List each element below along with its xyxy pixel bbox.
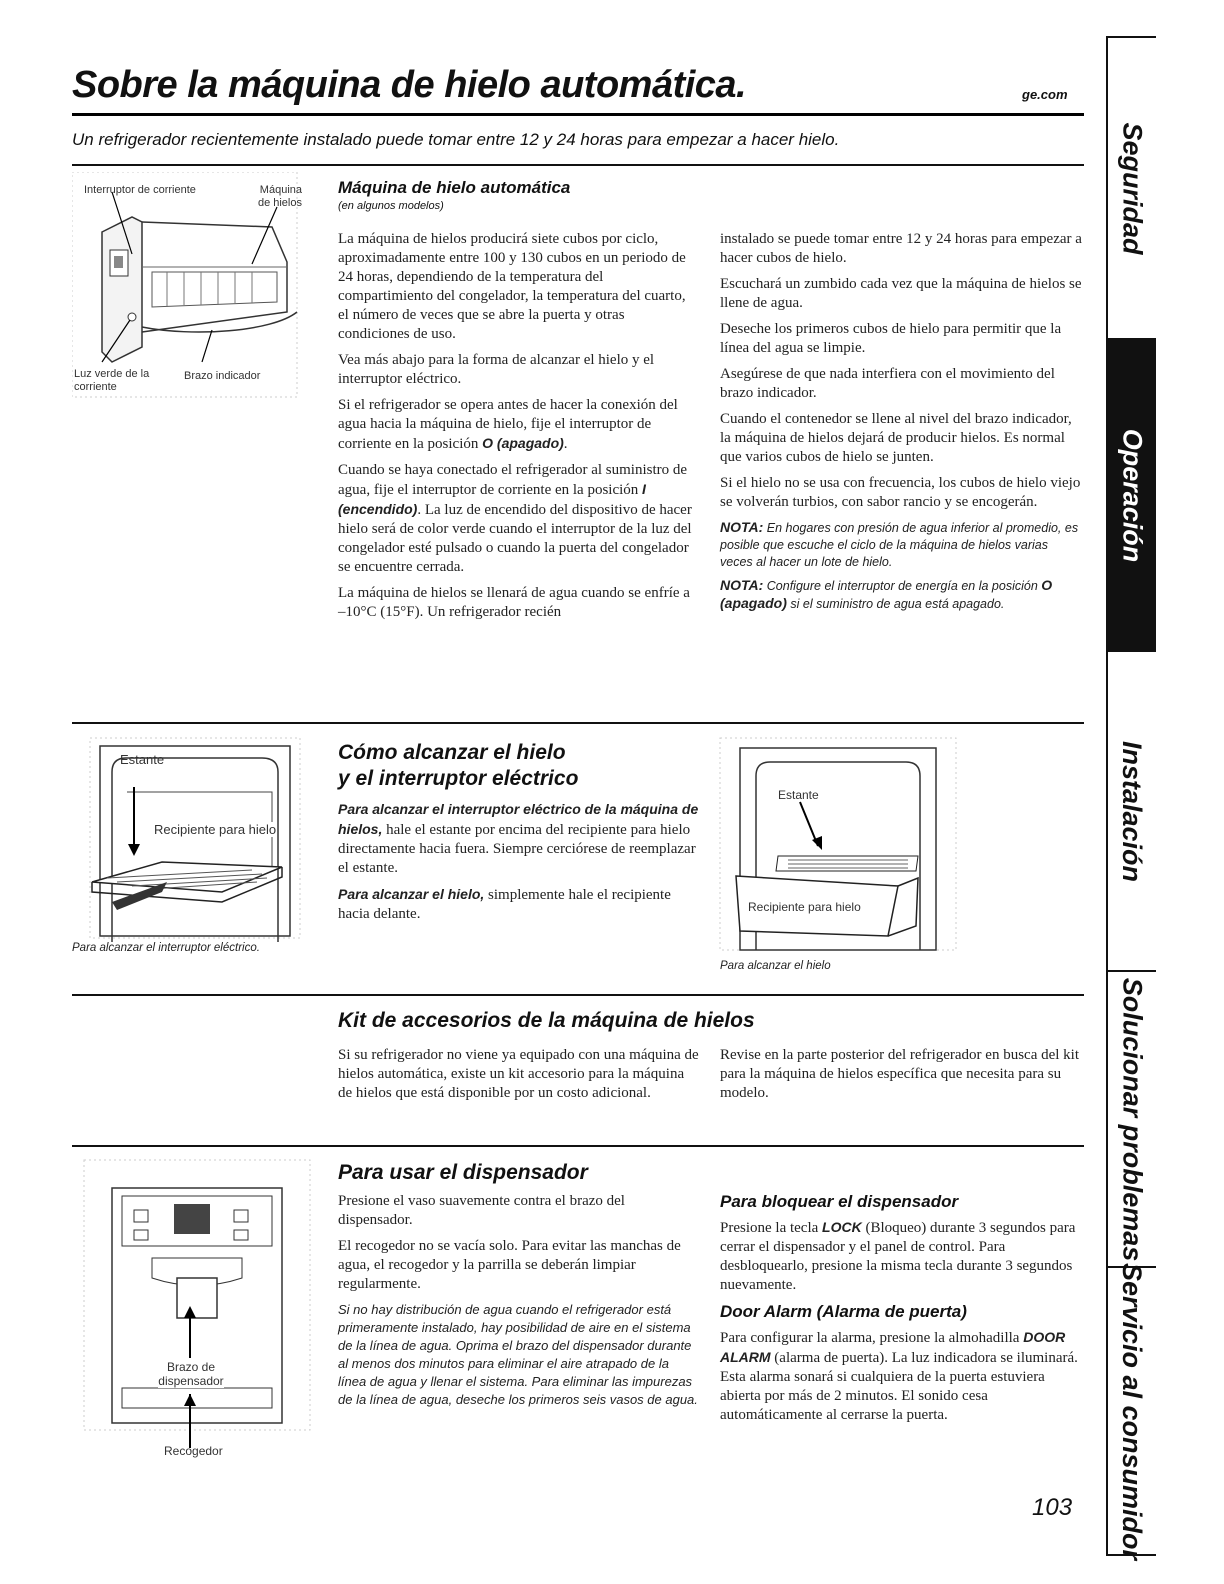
label-arm: Brazo indicador [184, 370, 261, 382]
text: (Bloqueo) durante 3 segundos para cerrar el dispensador y el panel de control. Para desbloquearlo, presione la misma tecla durante 3 segundos nuevamente. [720, 1220, 1076, 1293]
label-shelf: Estante [120, 752, 165, 767]
website-label: ge.com [1022, 87, 1068, 102]
paragraph [720, 1218, 1084, 1295]
tab-label: Seguridad [1117, 121, 1148, 255]
paragraph [720, 1328, 1084, 1425]
page-subtitle: Un refrigerador recientemente instalado puede tomar entre 12 y 24 horas para empezar a hacer hielo. [72, 130, 840, 149]
section-divider [72, 722, 1084, 724]
paragraph: La máquina de hielos se llenará de agua cuando se enfríe a –10°C (15°F). Un refrigerador recién [338, 585, 690, 620]
page-title: Sobre la máquina de hielo automática. [72, 64, 747, 106]
paragraph: Cuando el contenedor se llene al nivel del brazo indicador, la máquina de hielos dejará de producir hielos. Es normal que varios cubos de hielo se junten. [720, 411, 1072, 465]
paragraph: Deseche los primeros cubos de hielo para permitir que la línea del agua se limpie. [720, 321, 1062, 356]
tab-label: Operación [1117, 428, 1148, 562]
page-number: 103 [1032, 1494, 1073, 1521]
switch-off-label: O (apagado) [482, 435, 564, 451]
shelf-figure [72, 732, 312, 944]
text: (alarma de puerta). La luz indicadora se iluminará. Esta alarma sonará si cualquiera de la puerta estuviera abierta por más de 2 minutos. El sonido cesa automáticamente al cerrarse la puerta. [720, 1350, 1078, 1423]
text: Presione la tecla [720, 1220, 823, 1236]
text: Si el refrigerador se opera antes de hacer la conexión del agua hacia la máquina de hielo, fije el interruptor de corriente en la posición [338, 397, 678, 452]
paragraph: Revise en la parte posterior del refrigerador en busca del kit para la máquina de hielos específica que necesita para su modelo. [720, 1047, 1080, 1101]
text: . La luz de encendido del dispositivo de hacer hielo será de color verde cuando el interruptor de la luz del congelador esté pulsado o cuando la puerta del congelador se encuentre cerrada. [338, 502, 692, 575]
lead-in: Para alcanzar el interruptor eléctrico de la máquina de hielos, [338, 801, 699, 837]
dispenser-col-right [720, 1192, 1084, 1432]
paragraph: Si su refrigerador no viene ya equipado con una máquina de hielos automática, existe un kit accesorio para la máquina de hielos que está disponible por un costo adicional. [338, 1047, 699, 1101]
section-sidebar [1106, 36, 1156, 1560]
ice-maker-figure [72, 172, 302, 402]
text: Cuando se haya conectado el refrigerador al suministro de agua, fije el interruptor de corriente en la posición [338, 462, 688, 498]
paragraph: instalado se puede tomar entre 12 y 24 horas para empezar a hacer cubos de hielo. [720, 231, 1082, 266]
door-alarm-heading: Door Alarm (Alarma de puerta) [720, 1302, 967, 1321]
ice-maker-heading: Máquina de hielo automática [338, 178, 571, 197]
paragraph: Asegúrese de que nada interfiera con el movimiento del brazo indicador. [720, 366, 1055, 401]
paragraph [338, 396, 696, 454]
dispenser-illustration [82, 1158, 312, 1468]
paragraph: Si el hielo no se usa con frecuencia, los cubos de hielo viejo se volverán turbios, con sabor rancio y se encogerán. [720, 475, 1081, 510]
label-shelf: Estante [778, 788, 819, 802]
note-pressure [720, 519, 1084, 571]
note-label: NOTA: [720, 519, 764, 535]
paragraph: Vea más abajo para la forma de alcanzar el hielo y el interruptor eléctrico. [338, 352, 655, 387]
dispenser-heading: Para usar el dispensador [338, 1161, 588, 1184]
label-light: Luz verde de la corriente [74, 368, 150, 393]
section-divider [72, 164, 1084, 166]
text: Configure el interruptor de energía en la posición [763, 579, 1042, 593]
reach-text [338, 800, 700, 931]
note-label: NOTA: [720, 577, 764, 593]
note-power [720, 577, 1084, 613]
tab-operacion[interactable] [1108, 340, 1156, 650]
text: simplemente hale el recipiente hacia delante. [338, 887, 671, 922]
text: Para configurar la alarma, presione la almohadilla [720, 1330, 1024, 1346]
ice-bin-figure [718, 736, 958, 954]
title-rule [72, 113, 1084, 116]
dispenser-figure [82, 1158, 312, 1468]
section-divider [72, 994, 1084, 996]
label-switch: Interruptor de corriente [84, 184, 196, 196]
label-tray: Recogedor [164, 1444, 223, 1458]
tab-label: Solucionar problemas [1117, 977, 1148, 1261]
paragraph: Escuchará un zumbido cada vez que la máquina de hielos se llene de agua. [720, 276, 1082, 311]
dispenser-note: Si no hay distribución de agua cuando el refrigerador está primeramente instalado, hay posibilidad de aire en el sistema de la línea de agua. Oprima el brazo del dispensador durante al menos dos minutos para eliminar el aire atrapado de la línea de agua y llenar el sistema. Para eliminar las impurezas de la línea de agua, deseche los primeros seis vasos de agua. [338, 1302, 698, 1407]
label-dispenser-arm: Brazo de dispensador [158, 1360, 224, 1388]
label-bin: Recipiente para hielo [154, 822, 277, 837]
kit-heading: Kit de accesorios de la máquina de hielos [338, 1009, 755, 1032]
paragraph [338, 461, 696, 577]
text: hale el estante por encima del recipiente para hielo directamente hacia fuera. Siempre cerciórese de reemplazar el estante. [338, 822, 696, 876]
ice-bin-illustration [718, 736, 958, 954]
kit-col-right [720, 1046, 1084, 1110]
dispenser-col-left [338, 1192, 700, 1415]
ice-maker-col-left [338, 230, 696, 629]
lock-heading: Para bloquear el dispensador [720, 1192, 959, 1211]
text: . [563, 436, 568, 452]
text: En hogares con presión de agua inferior al promedio, es posible que escuche el ciclo de la máquina de hielos varias veces al hacer un lote de hielo. [720, 521, 1079, 569]
reach-heading-line1: Cómo alcanzar el hielo [338, 741, 566, 764]
shelf-illustration [72, 732, 312, 944]
tab-solucionar-problemas[interactable] [1108, 972, 1156, 1266]
label-machine: Máquina de hielos [257, 184, 302, 209]
section-divider [72, 1145, 1084, 1147]
label-bin: Recipiente para hielo [748, 900, 861, 914]
tab-instalacion[interactable] [1108, 652, 1156, 970]
paragraph: El recogedor no se vacía solo. Para evitar las manchas de agua, el recogedor y la parrilla se deberán limpiar regularmente. [338, 1238, 681, 1292]
tab-label: Instalación [1117, 740, 1148, 882]
tab-seguridad[interactable] [1108, 38, 1156, 338]
tab-label: Servicio al consumidor [1117, 1262, 1148, 1560]
paragraph: La máquina de hielos producirá siete cubos por ciclo, aproximadamente entre 100 y 130 cubos en un periodo de 24 horas, dependiendo de la temperatura del compartimiento del congelador, la temperatura del cuarto, el número de veces que se abre la puerta y otras condiciones de uso. [338, 231, 686, 342]
paragraph: Presione el vaso suavemente contra el brazo del dispensador. [338, 1193, 625, 1228]
ice-maker-note: (en algunos modelos) [338, 200, 444, 212]
figure-caption: Para alcanzar el hielo [720, 960, 831, 972]
kit-col-left [338, 1046, 700, 1110]
switch-on-label: I (encendido) [338, 481, 646, 517]
paragraph [338, 885, 700, 924]
lead-in: Para alcanzar el hielo, [338, 886, 485, 902]
ice-maker-col-right [720, 230, 1084, 619]
tab-servicio-al-consumidor[interactable] [1108, 1262, 1156, 1560]
lock-key-label: LOCK [822, 1219, 862, 1235]
figure-caption: Para alcanzar el interruptor eléctrico. [72, 942, 260, 954]
text: si el suministro de agua está apagado. [786, 597, 1005, 611]
door-alarm-key-label: DOOR ALARM [720, 1329, 1066, 1365]
reach-heading-line2: y el interruptor eléctrico [338, 767, 579, 790]
paragraph [338, 800, 700, 878]
switch-off-label: O (apagado) [720, 577, 1053, 611]
